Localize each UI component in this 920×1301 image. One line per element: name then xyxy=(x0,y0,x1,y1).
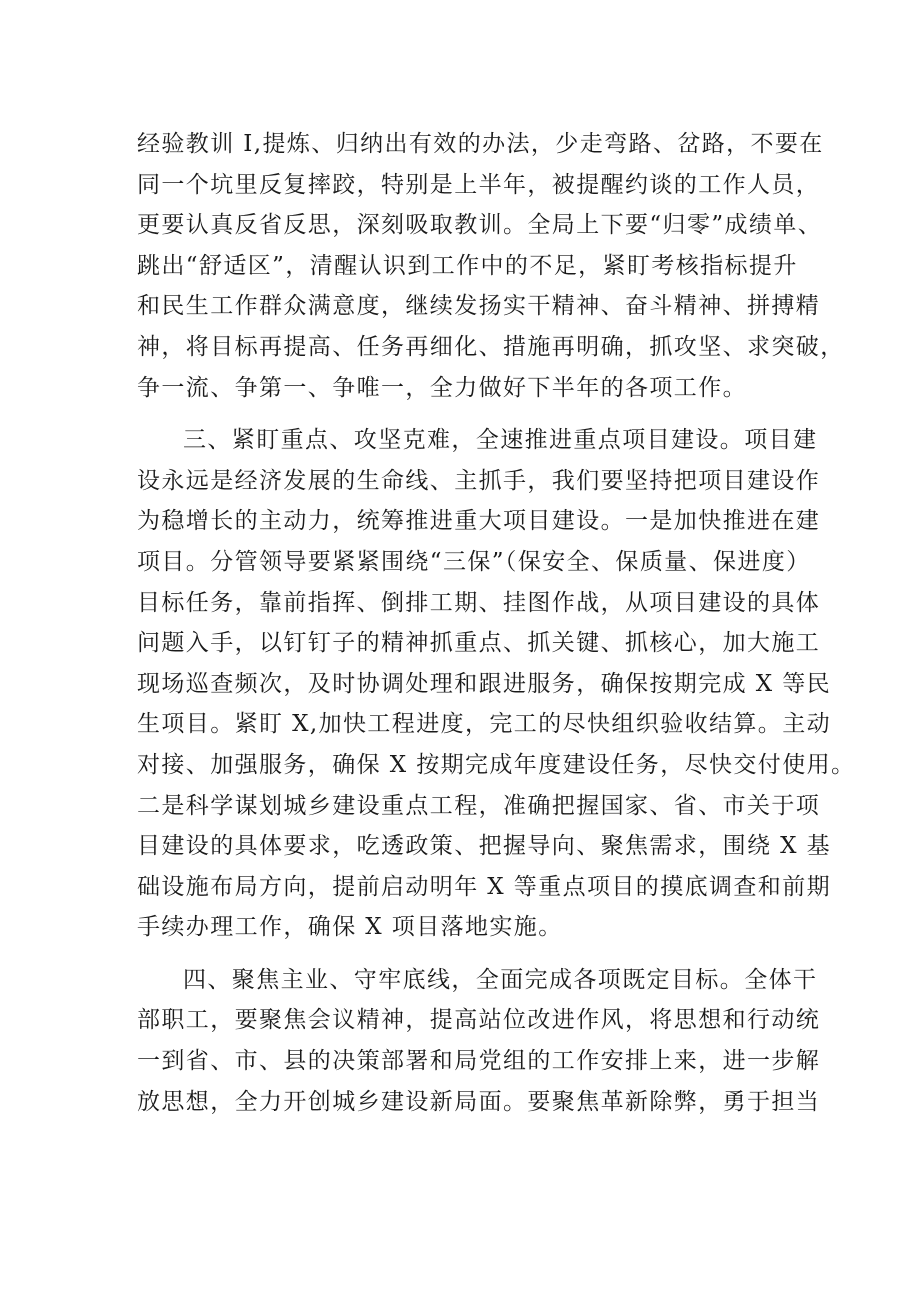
text-line: 础设施布局方向，提前启动明年 X 等重点项目的摸底调查和前期 xyxy=(137,873,831,900)
text-line-first: 四、聚焦主业、守牢底线，全面完成各项既定目标。全体干 xyxy=(183,966,818,993)
text-line: 二是科学谋划城乡建设重点工程，准确把握国家、省、市关于项 xyxy=(137,792,821,819)
text-line: 放思想，全力开创城乡建设新局面。要聚焦革新除弊，勇于担当 xyxy=(137,1088,821,1115)
text-line: 设永远是经济发展的生命线、主抓手，我们要坚持把项目建设作 xyxy=(137,467,821,494)
text-line: 跳出“舒适区”，清醒认识到工作中的不足，紧盯考核指标提升 xyxy=(137,252,798,279)
text-line: 手续办理工作，确保 X 项目落地实施。 xyxy=(137,914,563,941)
text-line: 一到省、市、县的决策部署和局党组的工作安排上来，进一步解 xyxy=(137,1048,821,1075)
text-line: 目标任务，靠前指挥、倒排工期、挂图作战，从项目建设的具体 xyxy=(137,589,821,616)
text-line: 项目。分管领导要紧紧围绕“三保”（保安全、保质量、保进度） xyxy=(137,548,811,575)
text-line: 经验教训 I,提炼、归纳出有效的办法，少走弯路、岔路，不要在 xyxy=(137,131,824,157)
text-line: 为稳增长的主动力，统筹推进重大项目建设。一是加快推进在建 xyxy=(137,508,821,535)
text-line: 目建设的具体要求，吃透政策、把握导向、聚焦需求，围绕 X 基 xyxy=(137,833,831,860)
text-line: 更要认真反省反思，深刻吸取教训。全局上下要“归零”成绩单、 xyxy=(137,212,823,239)
text-line: 和民生工作群众满意度，继续发扬实干精神、奋斗精神、拼搏精 xyxy=(137,293,821,320)
text-line: 问题入手，以钉钉子的精神抓重点、抓关键、抓核心，加大施工 xyxy=(137,630,821,657)
text-line: 生项目。紧盯 X,加快工程进度，完工的尽快组织验收结算。主动 xyxy=(137,711,831,738)
text-line: 部职工，要聚焦会议精神，提高站位改进作风，将思想和行动统 xyxy=(137,1007,821,1034)
paragraph-section-4 xyxy=(137,960,821,1122)
text-line: 对接、加强服务，确保 X 按期完成年度建设任务，尽快交付使用。 xyxy=(137,751,856,778)
paragraph-continued xyxy=(137,124,845,408)
paragraph-spacer xyxy=(137,948,799,960)
paragraph-section-3 xyxy=(137,420,856,948)
text-line: 争一流、争第一、争唯一，全力做好下半年的各项工作。 xyxy=(137,374,747,401)
text-line: 现场巡查频次，及时协调处理和跟进服务，确保按期完成 X 等民 xyxy=(137,670,831,697)
document-body xyxy=(137,124,856,1122)
text-line-first: 三、紧盯重点、攻坚克难，全速推进重点项目建设。项目建 xyxy=(183,427,818,454)
text-line: 同一个坑里反复摔跤，特别是上半年，被提醒约谈的工作人员， xyxy=(137,171,821,198)
text-line: 神，将目标再提高、任务再细化、措施再明确，抓攻坚、求突破， xyxy=(137,333,845,360)
paragraph-spacer xyxy=(137,408,799,420)
